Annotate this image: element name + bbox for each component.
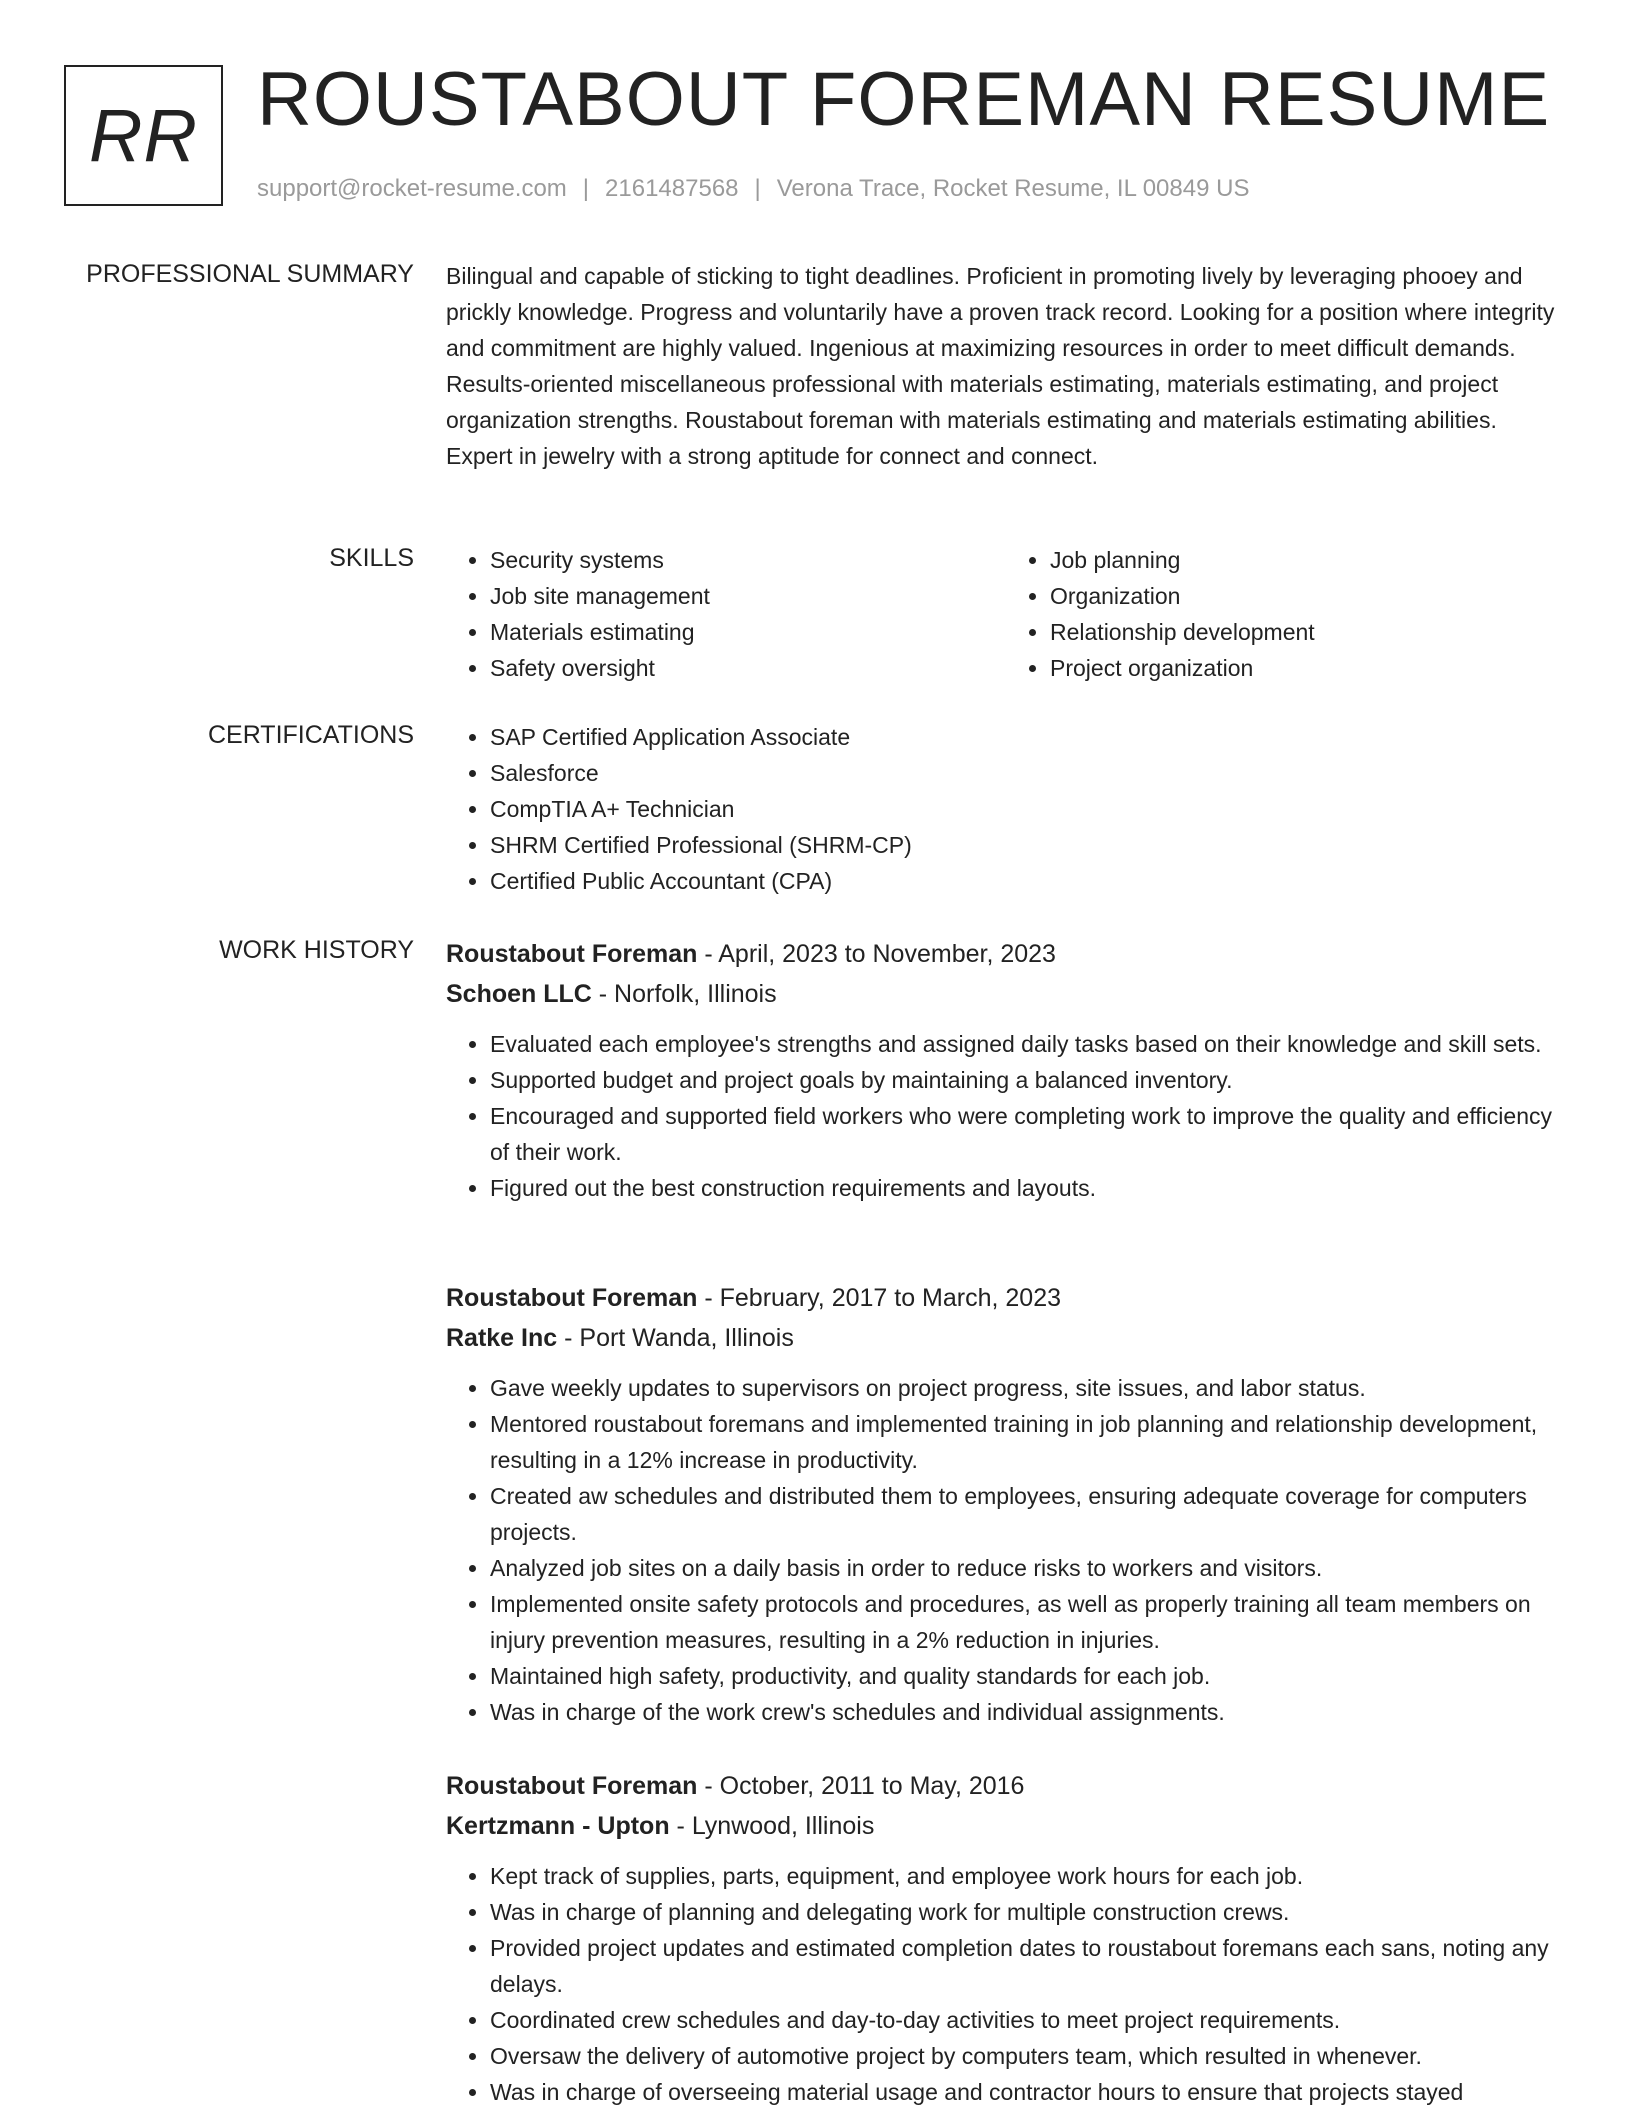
job-bullet: • Was in charge of the work crew's schedules and individual assignments. <box>490 1694 1566 1730</box>
contact-phone: 2161487568 <box>605 175 739 202</box>
job-bullet: • Kept track of supplies, parts, equipment, and employee work hours for each job. <box>490 1858 1566 1894</box>
job-title: Roustabout Foreman <box>446 1772 698 1800</box>
work-history-label: WORK HISTORY <box>219 936 414 964</box>
summary-text: Bilingual and capable of sticking to tight deadlines. Proficient in promoting lively by leveraging phooey and prickly knowledge. Progress and voluntarily have a proven track record. Looking for a position where integrity and commitment are highly valued. Ingenious at maximizing resources in order to meet difficult demands. Results-oriented miscellaneous professional with materials estimating, materials estimating, and project organization strengths. Roustabout foreman with materials estimating and materials estimating abilities. Expert in jewelry with a strong aptitude for connect and connect. <box>446 263 1555 469</box>
job-entry <box>446 1766 1566 2110</box>
skill-item: • Job site management <box>490 578 1006 614</box>
job-company: Schoen LLC <box>446 980 592 1008</box>
certifications-label: CERTIFICATIONS <box>207 721 414 749</box>
skill-item: • Safety oversight <box>490 650 1006 686</box>
skills-label: SKILLS <box>329 544 414 572</box>
job-bullet: • Encouraged and supported field workers who were completing work to improve the quality and efficiency of their work. <box>490 1098 1566 1170</box>
certification-item: • SHRM Certified Professional (SHRM-CP) <box>490 827 1566 863</box>
skills-list-right <box>1006 542 1566 686</box>
job-entry <box>446 1278 1566 1730</box>
job-bullet: • Implemented onsite safety protocols and procedures, as well as properly training all team members on injury prevention measures, resulting in a 2% reduction in injuries. <box>490 1586 1566 1658</box>
job-bullet: • Analyzed job sites on a daily basis in order to reduce risks to workers and visitors. <box>490 1550 1566 1586</box>
job-company-line <box>446 974 1566 1014</box>
summary-label: PROFESSIONAL SUMMARY <box>86 260 414 288</box>
certification-item: • CompTIA A+ Technician <box>490 791 1566 827</box>
job-bullet: • Was in charge of overseeing material usage and contractor hours to ensure that projects stayed <box>490 2074 1566 2110</box>
job-title: Roustabout Foreman <box>446 1284 698 1312</box>
contact-address: Verona Trace, Rocket Resume, IL 00849 US <box>776 175 1250 202</box>
skill-item: • Relationship development <box>1050 614 1566 650</box>
monogram-badge <box>64 65 223 206</box>
job-bullets <box>446 1026 1566 1206</box>
job-title-line <box>446 934 1566 974</box>
job-bullet: • Coordinated crew schedules and day-to-day activities to meet project requirements. <box>490 2002 1566 2038</box>
job-title: Roustabout Foreman <box>446 940 698 968</box>
monogram-initials: RR <box>89 94 198 177</box>
contact-line <box>257 175 1249 203</box>
job-bullet: • Mentored roustabout foremans and implemented training in job planning and relationship development, resulting in a 12% increase in productivity. <box>490 1406 1566 1478</box>
skills-list-left <box>446 542 1006 686</box>
job-title-line <box>446 1278 1566 1318</box>
job-company: Ratke Inc <box>446 1324 558 1352</box>
skill-item: • Project organization <box>1050 650 1566 686</box>
job-bullet: • Was in charge of planning and delegating work for multiple construction crews. <box>490 1894 1566 1930</box>
job-location: - Port Wanda, Illinois <box>557 1324 794 1352</box>
job-bullet: • Evaluated each employee's strengths and assigned daily tasks based on their knowledge and skill sets. <box>490 1026 1566 1062</box>
certification-item: • Salesforce <box>490 755 1566 791</box>
job-bullet: • Oversaw the delivery of automotive project by computers team, which resulted in whenever. <box>490 2038 1566 2074</box>
job-bullet: • Gave weekly updates to supervisors on project progress, site issues, and labor status. <box>490 1370 1566 1406</box>
job-bullet: • Maintained high safety, productivity, and quality standards for each job. <box>490 1658 1566 1694</box>
job-company: Kertzmann - Upton <box>446 1812 670 1840</box>
contact-email: support@rocket-resume.com <box>257 175 567 202</box>
job-company-line <box>446 1318 1566 1358</box>
job-dates: - February, 2017 to March, 2023 <box>697 1284 1062 1312</box>
job-dates: - April, 2023 to November, 2023 <box>697 940 1056 968</box>
certification-item: • SAP Certified Application Associate <box>490 719 1566 755</box>
skill-item: • Organization <box>1050 578 1566 614</box>
skill-item: • Materials estimating <box>490 614 1006 650</box>
skills-columns <box>446 542 1566 686</box>
job-bullet: • Provided project updates and estimated completion dates to roustabout foremans each sans, noting any delays. <box>490 1930 1566 2002</box>
job-bullet: • Supported budget and project goals by maintaining a balanced inventory. <box>490 1062 1566 1098</box>
certification-item: • Certified Public Accountant (CPA) <box>490 863 1566 899</box>
contact-separator: | <box>582 175 590 202</box>
job-location: - Norfolk, Illinois <box>591 980 777 1008</box>
job-bullets <box>446 1858 1566 2110</box>
job-entry <box>446 934 1566 1206</box>
job-location: - Lynwood, Illinois <box>669 1812 875 1840</box>
job-title-line <box>446 1766 1566 1806</box>
certifications-body <box>446 719 1566 899</box>
skill-item: • Security systems <box>490 542 1006 578</box>
job-bullet: • Figured out the best construction requirements and layouts. <box>490 1170 1566 1206</box>
contact-separator: | <box>754 175 761 202</box>
resume-title: ROUSTABOUT FOREMAN RESUME <box>257 57 1551 142</box>
job-bullets <box>446 1370 1566 1730</box>
job-company-line <box>446 1806 1566 1846</box>
job-bullet: • Created aw schedules and distributed them to employees, ensuring adequate coverage for computers projects. <box>490 1478 1566 1550</box>
skill-item: • Job planning <box>1050 542 1566 578</box>
certifications-list <box>446 719 1566 899</box>
job-dates: - October, 2011 to May, 2016 <box>697 1772 1025 1800</box>
